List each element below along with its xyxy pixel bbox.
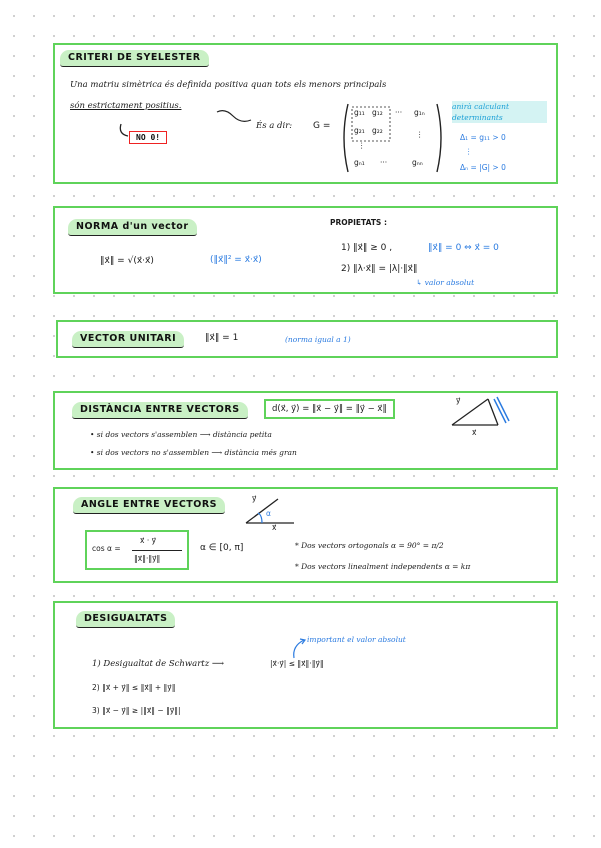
angle-diagram-y: y⃗ xyxy=(252,494,257,503)
norma-prop1: 1) ‖x⃗‖ ≥ 0 , xyxy=(341,243,393,253)
es-a-dir-label: És a dir: xyxy=(256,121,293,131)
angle-note2: * Dos vectors linealment independents α = kπ xyxy=(295,562,471,571)
angle-diagram-alpha: α xyxy=(266,509,271,518)
desigualtats-item3: 3) ‖x⃗ − y⃗‖ ≥ |‖x⃗‖ − ‖y⃗‖| xyxy=(92,706,181,715)
matrix-g12: g₁₂ xyxy=(372,108,383,117)
distancia-diagram-y: y⃗ xyxy=(456,396,461,405)
unitari-title: VECTOR UNITARI xyxy=(72,331,184,348)
distancia-formula-box: d(x⃗, y⃗) = ‖x⃗ − y⃗‖ = ‖y⃗ − x⃗‖ xyxy=(264,399,395,419)
angle-title: ANGLE ENTRE VECTORS xyxy=(73,497,225,514)
angle-lhs: cos α = xyxy=(92,544,121,553)
matrix-g11: g₁₁ xyxy=(354,108,365,117)
angle-note1: * Dos vectors ortogonals α = 90° = π/2 xyxy=(295,541,444,550)
criteri-side-note: anirà calculant determinants xyxy=(452,101,547,123)
squiggle-arrow-icon xyxy=(215,108,255,128)
criteri-line1: Una matriu simètrica és definida positiva quan tots els menors principals xyxy=(70,80,387,90)
distancia-diagram-x: x⃗ xyxy=(472,428,477,437)
angle-range: α ∈ [0, π] xyxy=(200,543,244,553)
criteri-cond1: Δ₁ = g₁₁ > 0 xyxy=(460,133,506,142)
norma-title: NORMA d'un vector xyxy=(68,219,197,236)
norma-formula-blue: (‖x⃗‖² = x⃗·x⃗) xyxy=(210,255,262,265)
criteri-cond2: Δₙ = |G| > 0 xyxy=(460,163,506,172)
matrix-vdots-1: ⋮ xyxy=(358,141,366,150)
angle-denominator: ‖x⃗‖·‖y⃗‖ xyxy=(134,554,161,563)
matrix-lhs: G = xyxy=(313,121,331,131)
norma-formula: ‖x⃗‖ = √(x⃗·x⃗) xyxy=(100,256,154,266)
criteri-cond-dots: ⋮ xyxy=(465,147,473,156)
angle-diagram-x: x⃗ xyxy=(272,523,277,532)
matrix-vdots-2: ⋮ xyxy=(416,130,424,139)
matrix-g21: g₂₁ xyxy=(354,126,365,135)
norma-prop2: 2) ‖λ·x⃗‖ = |λ|·‖x⃗‖ xyxy=(341,264,418,274)
matrix-g22: g₂₂ xyxy=(372,126,383,135)
matrix-gnn: gₙₙ xyxy=(412,158,423,167)
matrix-dots-1: ··· xyxy=(395,108,403,117)
angle-numerator: x⃗ · y⃗ xyxy=(140,536,157,545)
criteri-line2: són estrictament positius. xyxy=(70,101,182,111)
matrix-g1n: g₁ₙ xyxy=(414,108,425,117)
no-zero-box: NO 0! xyxy=(129,131,167,144)
distancia-bullet2: • si dos vectors no s'assemblen ⟶ distància més gran xyxy=(90,448,297,457)
desigualtats-blue-note: important el valor absolut xyxy=(307,635,406,644)
desigualtats-item1: 1) Desigualtat de Schwartz ⟶ xyxy=(92,659,225,669)
desigualtats-item1-formula: |x⃗·y⃗| ≤ ‖x⃗‖·‖y⃗‖ xyxy=(270,659,324,668)
distancia-title: DISTÀNCIA ENTRE VECTORS xyxy=(72,402,248,419)
criteri-title: CRITERI DE SYELESTER xyxy=(60,50,209,67)
angle-fraction-bar xyxy=(132,550,182,551)
unitari-formula: ‖x⃗‖ = 1 xyxy=(205,333,239,343)
desigualtats-item2: 2) ‖x⃗ + y⃗‖ ≤ ‖x⃗‖ + ‖y⃗‖ xyxy=(92,683,176,692)
matrix-gn1: gₙ₁ xyxy=(354,158,365,167)
desigualtats-title: DESIGUALTATS xyxy=(76,611,175,628)
unitari-note: (norma igual a 1) xyxy=(285,335,351,344)
norma-prop1-blue: ‖x⃗‖ = 0 ⇔ x⃗ = 0 xyxy=(428,243,499,253)
norma-prop-title: PROPIETATS : xyxy=(330,218,387,227)
distancia-bullet1: • si dos vectors s'assemblen ⟶ distància petita xyxy=(90,430,272,439)
matrix-dots-2: ··· xyxy=(380,158,388,167)
norma-prop2-note: ↳ valor absolut xyxy=(416,278,475,287)
